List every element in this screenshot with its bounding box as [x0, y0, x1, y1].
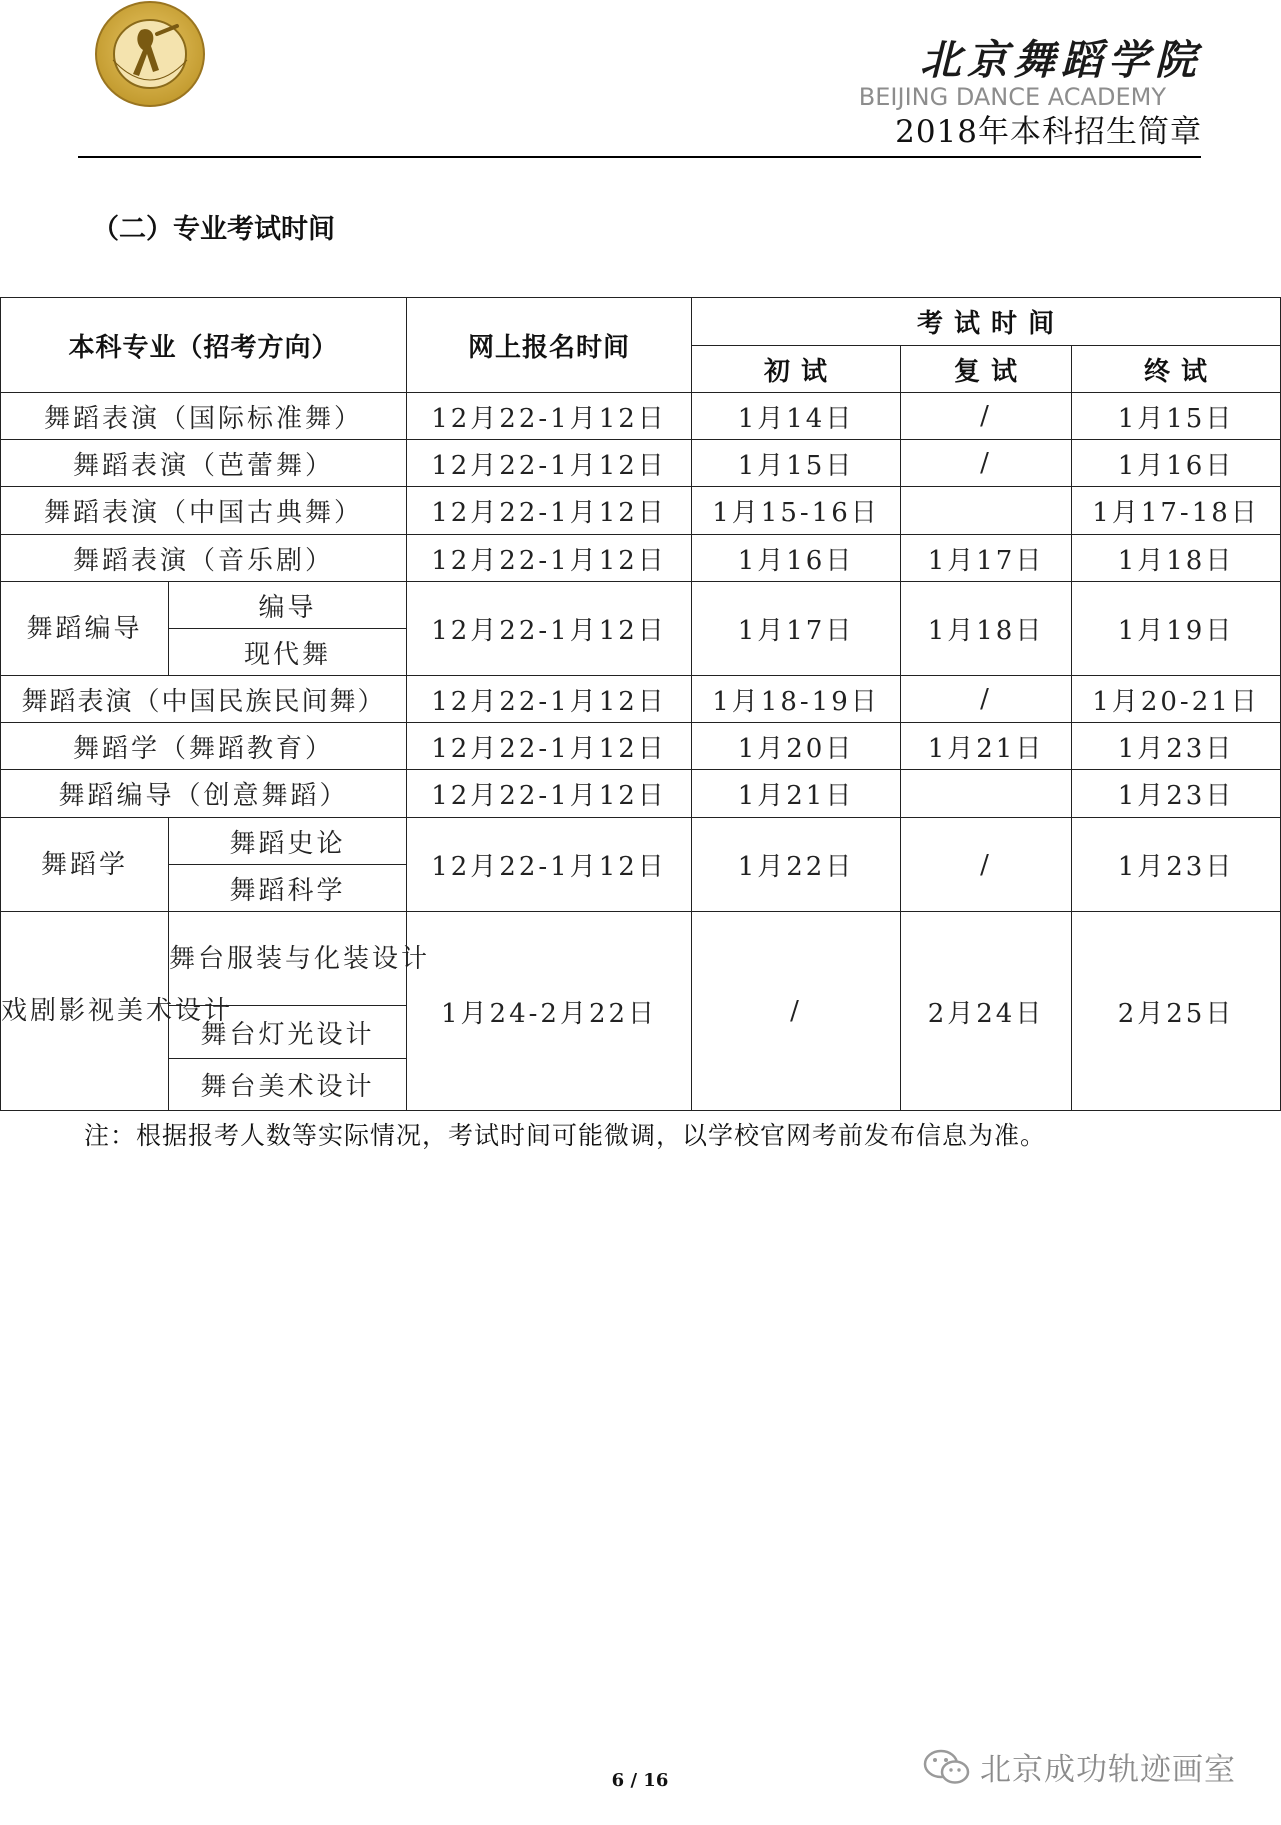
academy-seal-icon — [93, 0, 207, 110]
second-exam-cell: 1月21日 — [901, 723, 1072, 770]
document-title: 2018年本科招生简章 — [895, 114, 1202, 150]
major-cell: 舞蹈表演（芭蕾舞） — [1, 440, 407, 487]
table-header-row — [1, 298, 1281, 346]
final-exam-cell: 1月17-18日 — [1072, 487, 1281, 535]
table-row — [1, 440, 1281, 487]
registration-cell: 12月22-1月12日 — [407, 440, 692, 487]
registration-cell: 1月24-2月22日 — [407, 912, 692, 1111]
table-row — [1, 487, 1281, 535]
first-exam-cell: 1月17日 — [692, 582, 901, 676]
watermark-text: 北京成功轨迹画室 — [980, 1752, 1236, 1788]
final-exam-cell: 1月19日 — [1072, 582, 1281, 676]
table-row — [1, 818, 1281, 865]
first-exam-cell: 1月18-19日 — [692, 676, 901, 723]
sub-major-cell: 编导 — [169, 582, 407, 629]
final-exam-cell: 1月23日 — [1072, 723, 1281, 770]
first-exam-cell: 1月20日 — [692, 723, 901, 770]
final-exam-cell: 1月16日 — [1072, 440, 1281, 487]
registration-cell: 12月22-1月12日 — [407, 818, 692, 912]
major-cell: 舞蹈编导（创意舞蹈） — [1, 770, 407, 818]
registration-cell: 12月22-1月12日 — [407, 393, 692, 440]
second-exam-cell: 2月24日 — [901, 912, 1072, 1111]
first-exam-cell: 1月21日 — [692, 770, 901, 818]
header-exam-time: 考 试 时 间 — [692, 298, 1281, 346]
registration-cell: 12月22-1月12日 — [407, 535, 692, 582]
second-exam-cell: / — [901, 818, 1072, 912]
second-exam-cell: 1月18日 — [901, 582, 1072, 676]
first-exam-cell: / — [692, 912, 901, 1111]
second-exam-cell: / — [901, 393, 1072, 440]
registration-cell: 12月22-1月12日 — [407, 676, 692, 723]
sub-major-cell: 舞蹈史论 — [169, 818, 407, 865]
final-exam-cell: 1月15日 — [1072, 393, 1281, 440]
header-first-exam: 初 试 — [692, 346, 901, 393]
table-row — [1, 723, 1281, 770]
sub-major-cell: 舞台灯光设计 — [169, 1006, 407, 1059]
final-exam-cell: 1月23日 — [1072, 818, 1281, 912]
watermark — [922, 1744, 1236, 1789]
first-exam-cell: 1月16日 — [692, 535, 901, 582]
header-final-exam: 终 试 — [1072, 346, 1281, 393]
table-row — [1, 535, 1281, 582]
first-exam-cell: 1月15-16日 — [692, 487, 901, 535]
major-cell: 舞蹈表演（中国民族民间舞） — [1, 676, 407, 723]
table-row — [1, 912, 1281, 1006]
header-divider — [78, 156, 1201, 158]
sub-major-cell: 舞台美术设计 — [169, 1059, 407, 1111]
academy-logo — [93, 0, 207, 110]
wechat-icon — [922, 1747, 972, 1787]
registration-cell: 12月22-1月12日 — [407, 487, 692, 535]
final-exam-cell: 1月23日 — [1072, 770, 1281, 818]
major-cell: 舞蹈表演（中国古典舞） — [1, 487, 407, 535]
brand-block — [859, 36, 1202, 152]
major-group-cell: 舞蹈学 — [1, 818, 169, 912]
first-exam-cell: 1月15日 — [692, 440, 901, 487]
final-exam-cell: 2月25日 — [1072, 912, 1281, 1111]
major-group-cell: 舞蹈编导 — [1, 582, 169, 676]
footnote: 注：根据报考人数等实际情况，考试时间可能微调，以学校官网考前发布信息为准。 — [84, 1121, 1047, 1150]
table-row — [1, 676, 1281, 723]
major-cell: 舞蹈学（舞蹈教育） — [1, 723, 407, 770]
sub-major-cell: 现代舞 — [169, 629, 407, 676]
first-exam-cell: 1月14日 — [692, 393, 901, 440]
final-exam-cell: 1月20-21日 — [1072, 676, 1281, 723]
sub-major-cell: 舞台服装与化装设计 — [169, 912, 407, 1006]
header-major: 本科专业（招考方向） — [1, 298, 407, 393]
second-exam-cell: / — [901, 676, 1072, 723]
second-exam-cell: / — [901, 440, 1072, 487]
page-number: 6 / 16 — [611, 1770, 669, 1791]
major-cell: 舞蹈表演（国际标准舞） — [1, 393, 407, 440]
major-cell: 舞蹈表演（音乐剧） — [1, 535, 407, 582]
header-second-exam: 复 试 — [901, 346, 1072, 393]
header-registration: 网上报名时间 — [407, 298, 692, 393]
second-exam-cell — [901, 487, 1072, 535]
brand-english-name: BEIJING DANCE ACADEMY — [858, 83, 1166, 111]
registration-cell: 12月22-1月12日 — [407, 723, 692, 770]
table-row — [1, 582, 1281, 629]
second-exam-cell — [901, 770, 1072, 818]
table-row — [1, 770, 1281, 818]
registration-cell: 12月22-1月12日 — [407, 770, 692, 818]
table-row — [1, 393, 1281, 440]
final-exam-cell: 1月18日 — [1072, 535, 1281, 582]
registration-cell: 12月22-1月12日 — [407, 582, 692, 676]
major-group-cell: 戏剧影视美术设计 — [1, 912, 169, 1111]
section-title: （二）专业考试时间 — [92, 214, 335, 245]
brand-chinese-name: 北京舞蹈学院 — [920, 36, 1202, 84]
second-exam-cell: 1月17日 — [901, 535, 1072, 582]
first-exam-cell: 1月22日 — [692, 818, 901, 912]
sub-major-cell: 舞蹈科学 — [169, 865, 407, 912]
exam-schedule-table — [0, 297, 1281, 1111]
